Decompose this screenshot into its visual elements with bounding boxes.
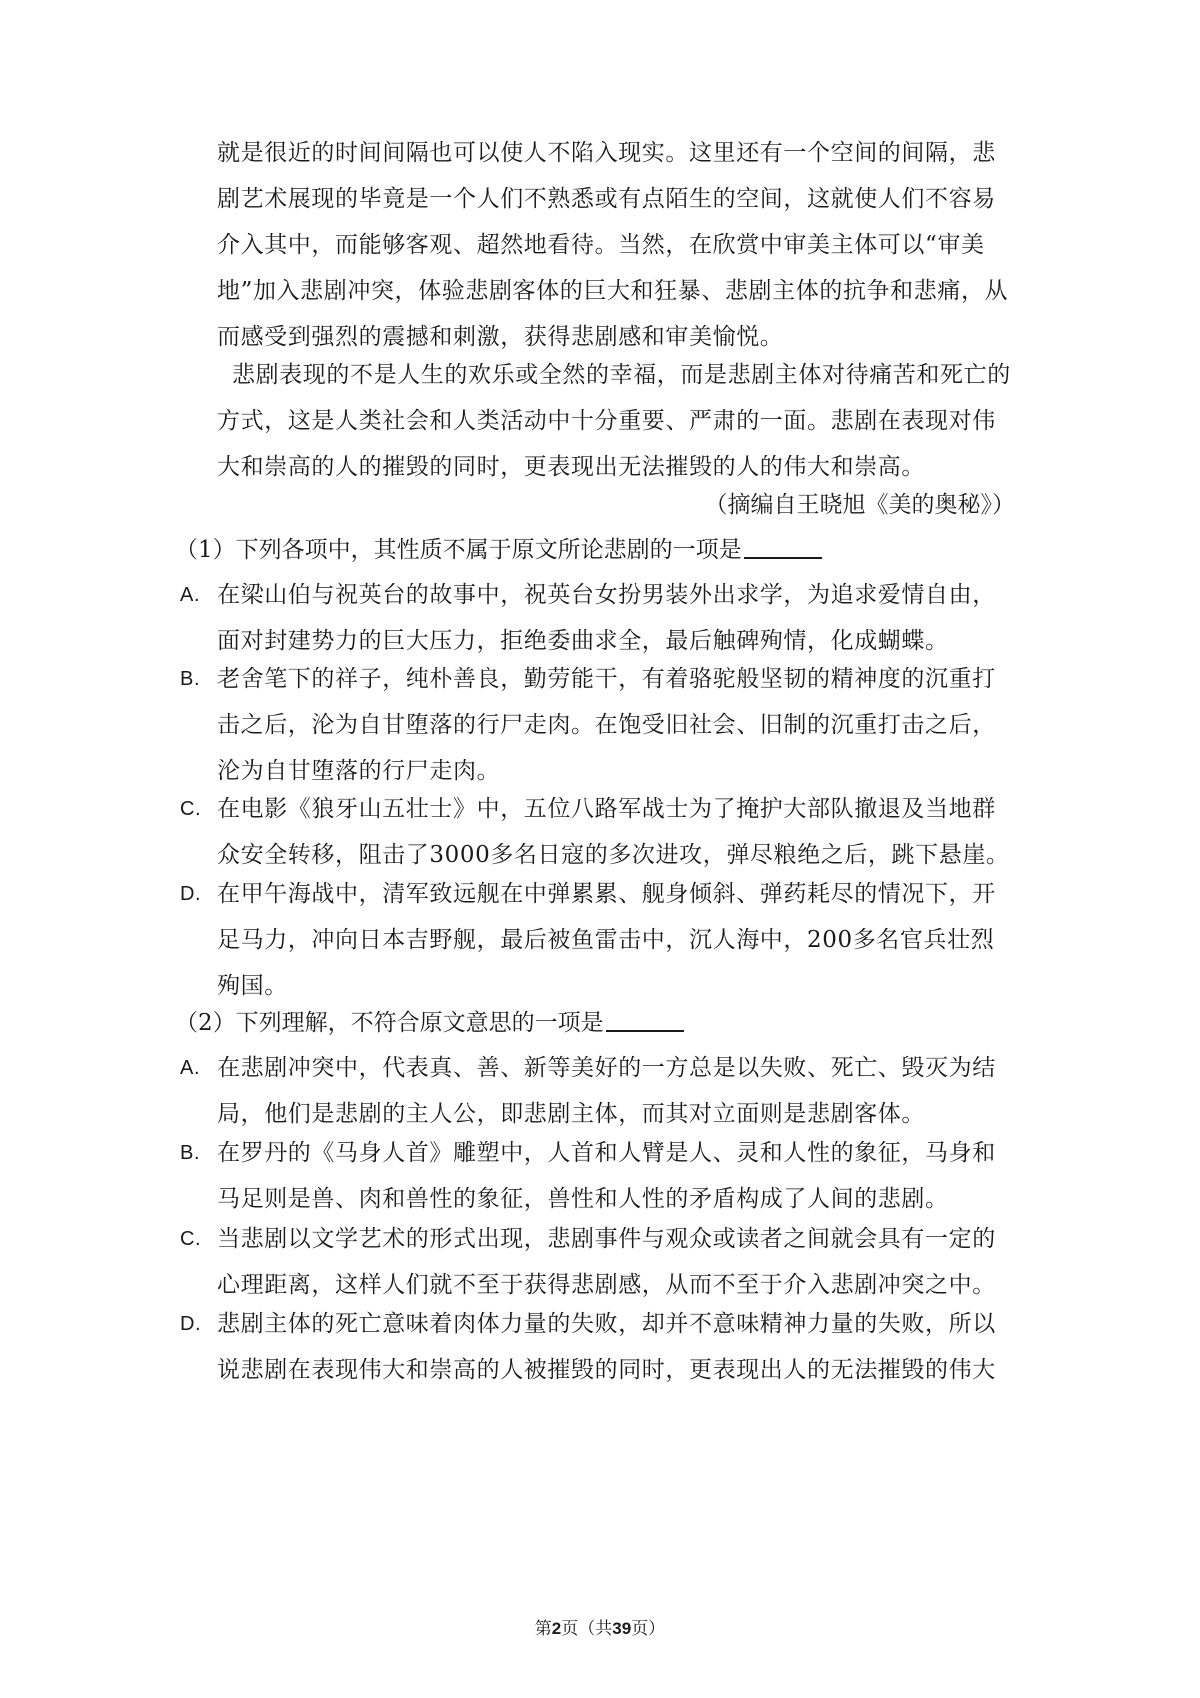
footer-middle: 页（共: [561, 1619, 613, 1639]
body-paragraph-2: 悲剧表现的不是人生的欢乐或全然的幸福，而是悲剧主体对待痛苦和死亡的方式，这是人类社会和人类活动中十分重要、严肃的一面。悲剧在表现对伟大和崇高的人的摧毁的同时，更表现出无法摧毁的人的伟大和崇高。: [217, 362, 1011, 480]
option-letter: C.: [180, 798, 202, 820]
footer-total-pages: 39: [612, 1619, 632, 1638]
question-1-option-b: [180, 656, 1020, 794]
option-letter: D.: [180, 883, 202, 905]
question-2-option-d: [180, 1301, 1020, 1393]
question-2-option-a: [180, 1045, 1020, 1137]
question-1-option-a: [180, 572, 1020, 664]
page-footer: [0, 1617, 1200, 1641]
option-text: 悲剧主体的死亡意味着肉体力量的失败，却并不意味精神力量的失败，所以说悲剧在表现伟大和崇高的人被摧毁的同时，更表现出人的无法摧毁的伟大: [217, 1311, 996, 1383]
question-2-text: （2）下列理解，不符合原文意思的一项是: [175, 1010, 604, 1036]
question-1-text: （1）下列各项中，其性质不属于原文所论悲剧的一项是: [175, 537, 742, 563]
question-2-stem: [175, 1000, 1015, 1046]
answer-blank: [744, 533, 822, 559]
option-letter: D.: [180, 1313, 202, 1335]
question-1-option-d: [180, 871, 1020, 1009]
footer-page-number: 2: [551, 1619, 562, 1638]
footer-prefix: 第: [534, 1619, 552, 1639]
option-text: 老舍笔下的祥子，纯朴善良，勤劳能干，有着骆驼般坚韧的精神度的沉重打击之后，沦为自甘堕落的行尸走肉。在饱受旧社会、旧制的沉重打击之后，沦为自甘堕落的行尸走肉。: [217, 666, 996, 784]
question-2-option-c: [180, 1216, 1020, 1308]
option-text: 当悲剧以文学艺术的形式出现，悲剧事件与观众或读者之间就会具有一定的心理距离，这样人们就不至于获得悲剧感，从而不至于介入悲剧冲突之中。: [217, 1226, 996, 1298]
question-2-option-b: [180, 1130, 1020, 1222]
option-letter: B.: [180, 1142, 201, 1164]
option-text: 在电影《狼牙山五壮士》中，五位八路军战士为了掩护大部队撤退及当地群众安全转移，阻击了3000多名日寇的多次进攻，弹尽粮绝之后，跳下悬崖。: [217, 796, 1010, 868]
option-text: 在悲剧冲突中，代表真、善、新等美好的一方总是以失败、死亡、毁灭为结局，他们是悲剧的主人公，即悲剧主体，而其对立面则是悲剧客体。: [217, 1055, 996, 1127]
option-text: 在罗丹的《马身人首》雕塑中，人首和人臂是人、灵和人性的象征，马身和马足则是兽、肉和兽性的象征，兽性和人性的矛盾构成了人间的悲剧。: [217, 1140, 996, 1212]
question-1-option-c: [180, 786, 1020, 878]
option-text: 在梁山伯与祝英台的故事中，祝英台女扮男装外出求学，为追求爱情自由，面对封建势力的巨大压力，拒绝委曲求全，最后触碑殉情，化成蝴蝶。: [217, 582, 996, 654]
question-1-stem: [175, 527, 1015, 573]
option-letter: B.: [180, 668, 201, 690]
source-citation: （摘编自王晓旭《美的奥秘》）: [704, 492, 1015, 518]
answer-blank: [606, 1006, 684, 1032]
option-letter: C.: [180, 1228, 202, 1250]
option-letter: A.: [180, 1057, 201, 1079]
option-text: 在甲午海战中，清军致远舰在中弹累累、舰身倾斜、弹药耗尽的情况下，开足马力，冲向日本吉野舰，最后被鱼雷击中，沉人海中，200多名官兵壮烈殉国。: [217, 881, 996, 999]
body-paragraph-1: 就是很近的时间间隔也可以使人不陷入现实。这里还有一个空间的间隔，悲剧艺术展现的毕竟是一个人们不熟悉或有点陌生的空间，这就使人们不容易介入其中，而能够客观、超然地看待。当然，在欣赏中审美主体可以“审美地”加入悲剧冲突，体验悲剧客体的巨大和狂暴、悲剧主体的抗争和悲痛，从而感受到强烈的震撼和刺激，获得悲剧感和审美愉悦。: [217, 140, 1009, 350]
option-letter: A.: [180, 584, 201, 606]
footer-suffix: 页）: [631, 1619, 666, 1639]
